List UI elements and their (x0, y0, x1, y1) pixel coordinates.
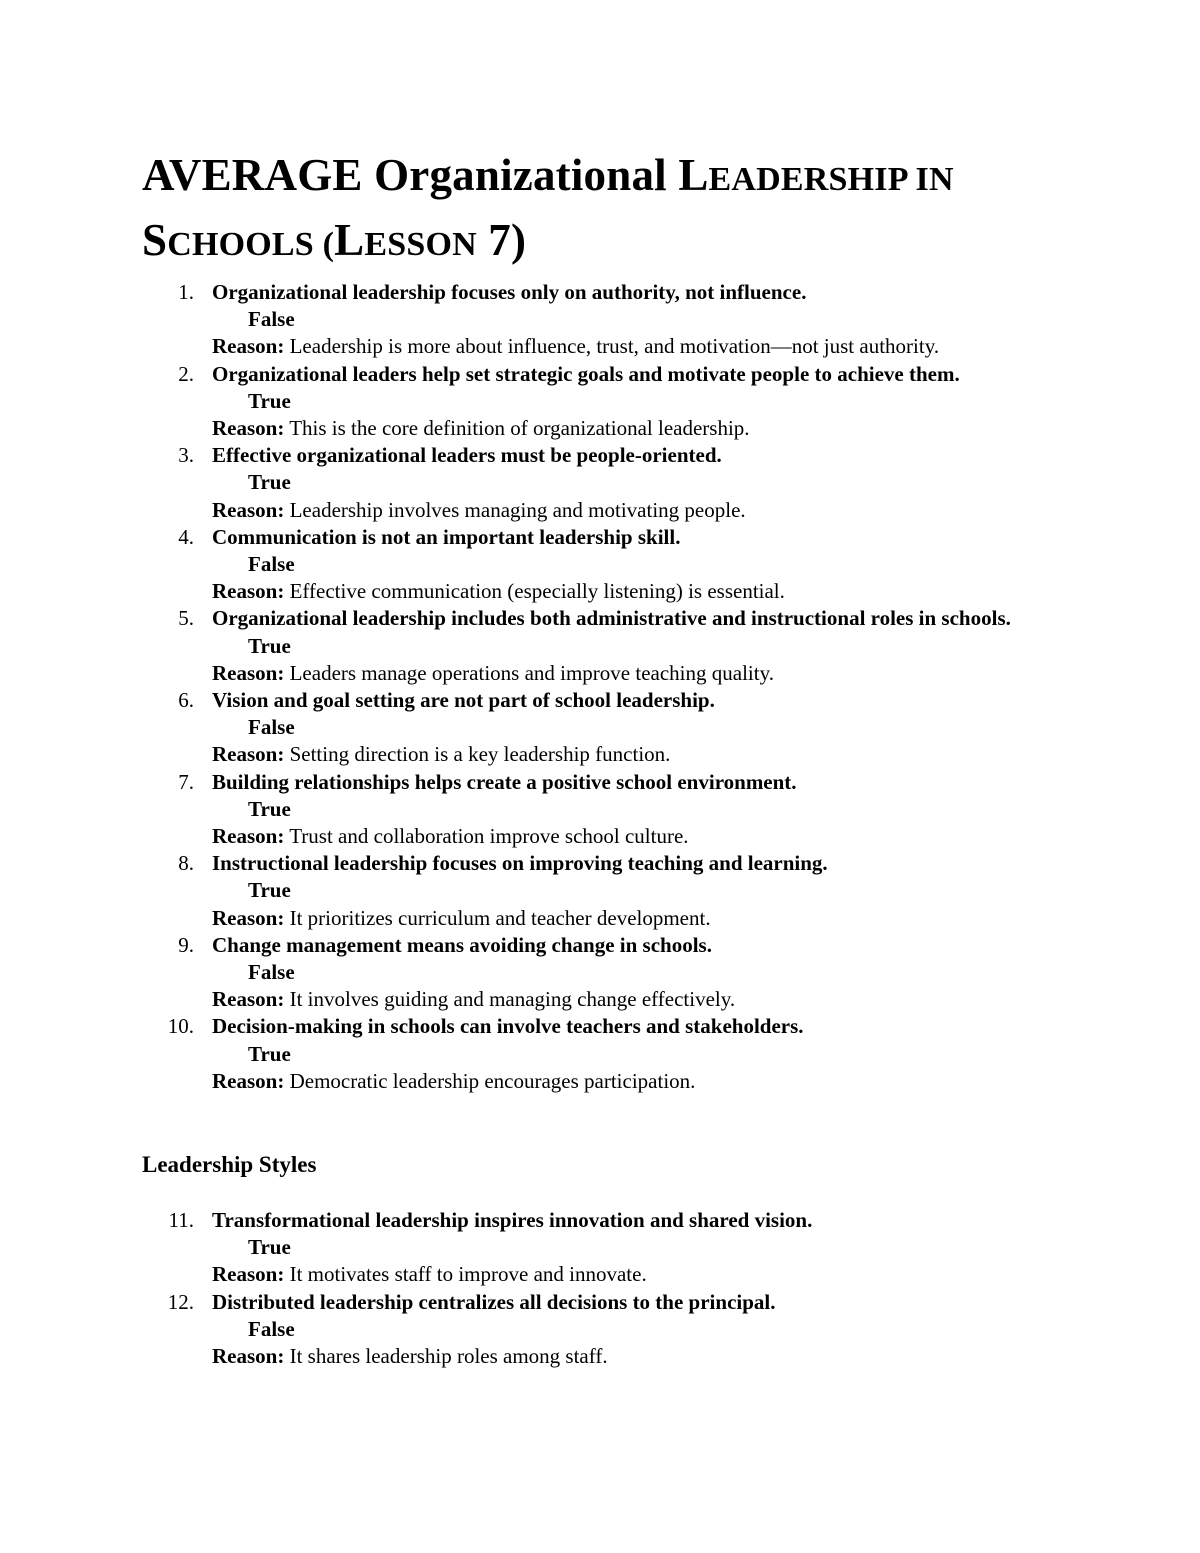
reason-label: Reason: (212, 1068, 285, 1093)
answer-value: False (248, 1316, 295, 1341)
question-item (0, 1013, 1200, 1095)
question-text: Organizational leadership focuses only on authority, not influence. (212, 280, 807, 304)
question-text: Distributed leadership centralizes all decisions to the principal. (212, 1289, 776, 1314)
reason-label: Reason: (212, 660, 285, 685)
question-item (0, 850, 1200, 932)
question-number: 4. (178, 524, 194, 549)
reason-line (212, 415, 1200, 442)
title-text: 7) (476, 215, 527, 265)
reason-text: It involves guiding and managing change effectively. (289, 987, 736, 1012)
question-item (0, 1207, 1200, 1289)
reason-line (212, 741, 1200, 768)
reason-line (212, 823, 1200, 850)
question-text: Organizational leaders help set strategic goals and motivate people to achieve them. (212, 361, 960, 386)
reason-line (212, 660, 1200, 687)
question-text: Building relationships helps create a positive school environment. (212, 769, 797, 794)
title-text: ESSON (364, 226, 477, 263)
question-number: 8. (178, 851, 194, 876)
question-item (0, 524, 1200, 606)
reason-label: Reason: (212, 1262, 285, 1287)
answer-value: True (248, 470, 291, 495)
reason-line (212, 578, 1200, 605)
question-number: 3. (178, 443, 194, 468)
question-item (0, 361, 1200, 443)
reason-label: Reason: (212, 905, 285, 930)
question-item (0, 1289, 1200, 1371)
reason-text: Setting direction is a key leadership function. (289, 742, 671, 767)
question-text: Transformational leadership inspires innovation and shared vision. (212, 1208, 813, 1232)
question-item (0, 687, 1200, 769)
reason-label: Reason: (212, 1344, 285, 1369)
reason-text: It motivates staff to improve and innovate. (289, 1262, 647, 1287)
question-item (0, 442, 1200, 524)
question-number: 7. (178, 769, 194, 794)
reason-label: Reason: (212, 334, 285, 359)
title-text: EADERSHIP IN (708, 161, 954, 198)
answer-value: True (248, 1041, 291, 1066)
reason-line (212, 1261, 1200, 1288)
reason-text: Democratic leadership encourages participation. (289, 1068, 696, 1093)
answer-value: True (248, 388, 291, 413)
answer-value: True (248, 796, 291, 821)
question-text: Communication is not an important leadership skill. (212, 524, 681, 549)
question-number: 9. (178, 932, 194, 957)
question-text: Change management means avoiding change in schools. (212, 932, 712, 957)
reason-line (212, 905, 1200, 932)
question-text: Vision and goal setting are not part of school leadership. (212, 688, 715, 713)
reason-line (212, 986, 1200, 1013)
reason-text: It shares leadership roles among staff. (289, 1344, 608, 1369)
question-text: Instructional leadership focuses on improving teaching and learning. (212, 851, 828, 876)
question-item (0, 932, 1200, 1014)
question-item (0, 769, 1200, 851)
reason-text: Leadership is more about influence, trust, and motivation—not just authority. (289, 334, 940, 359)
reason-label: Reason: (212, 824, 285, 849)
answer-value: True (248, 878, 291, 903)
reason-label: Reason: (212, 987, 285, 1012)
answer-value: False (248, 307, 295, 332)
reason-label: Reason: (212, 416, 285, 441)
question-number: 2. (178, 361, 194, 386)
section-heading: Leadership Styles (142, 1152, 317, 1177)
answer-value: True (248, 633, 291, 658)
question-text: Effective organizational leaders must be people-oriented. (212, 443, 722, 468)
title-text: L (334, 215, 365, 265)
question-text: Decision-making in schools can involve teachers and stakeholders. (212, 1014, 804, 1039)
reason-text: This is the core definition of organizational leadership. (289, 416, 750, 441)
reason-line (212, 1343, 1200, 1370)
reason-text: Leadership involves managing and motivating people. (289, 497, 746, 522)
question-number: 11. (168, 1208, 194, 1232)
reason-line (212, 1068, 1200, 1095)
question-item (0, 279, 1200, 361)
question-number: 6. (178, 688, 194, 713)
answer-value: False (248, 715, 295, 740)
question-number: 5. (178, 606, 194, 631)
question-list (0, 279, 1200, 1095)
page-title (142, 145, 1102, 275)
question-number: 12. (167, 1289, 194, 1314)
reason-text: Trust and collaboration improve school culture. (289, 824, 689, 849)
reason-label: Reason: (212, 742, 285, 767)
reason-line (212, 497, 1200, 524)
question-item (0, 605, 1200, 687)
reason-label: Reason: (212, 497, 285, 522)
question-number: 10. (167, 1014, 194, 1039)
question-text: Organizational leadership includes both administrative and instructional roles in schools. (212, 606, 1011, 631)
reason-text: Effective communication (especially listening) is essential. (289, 579, 785, 604)
reason-line (212, 333, 1200, 360)
answer-value: False (248, 960, 295, 985)
title-text: S (142, 215, 168, 265)
reason-text: It prioritizes curriculum and teacher development. (289, 905, 711, 930)
reason-label: Reason: (212, 579, 285, 604)
answer-value: False (248, 552, 295, 577)
answer-value: True (248, 1235, 291, 1260)
reason-text: Leaders manage operations and improve teaching quality. (289, 660, 774, 685)
question-number: 1. (178, 280, 194, 304)
title-text: CHOOLS ( (167, 226, 335, 263)
title-text: AVERAGE Organizational L (142, 150, 709, 200)
question-list-leadership-styles (0, 1207, 1200, 1370)
